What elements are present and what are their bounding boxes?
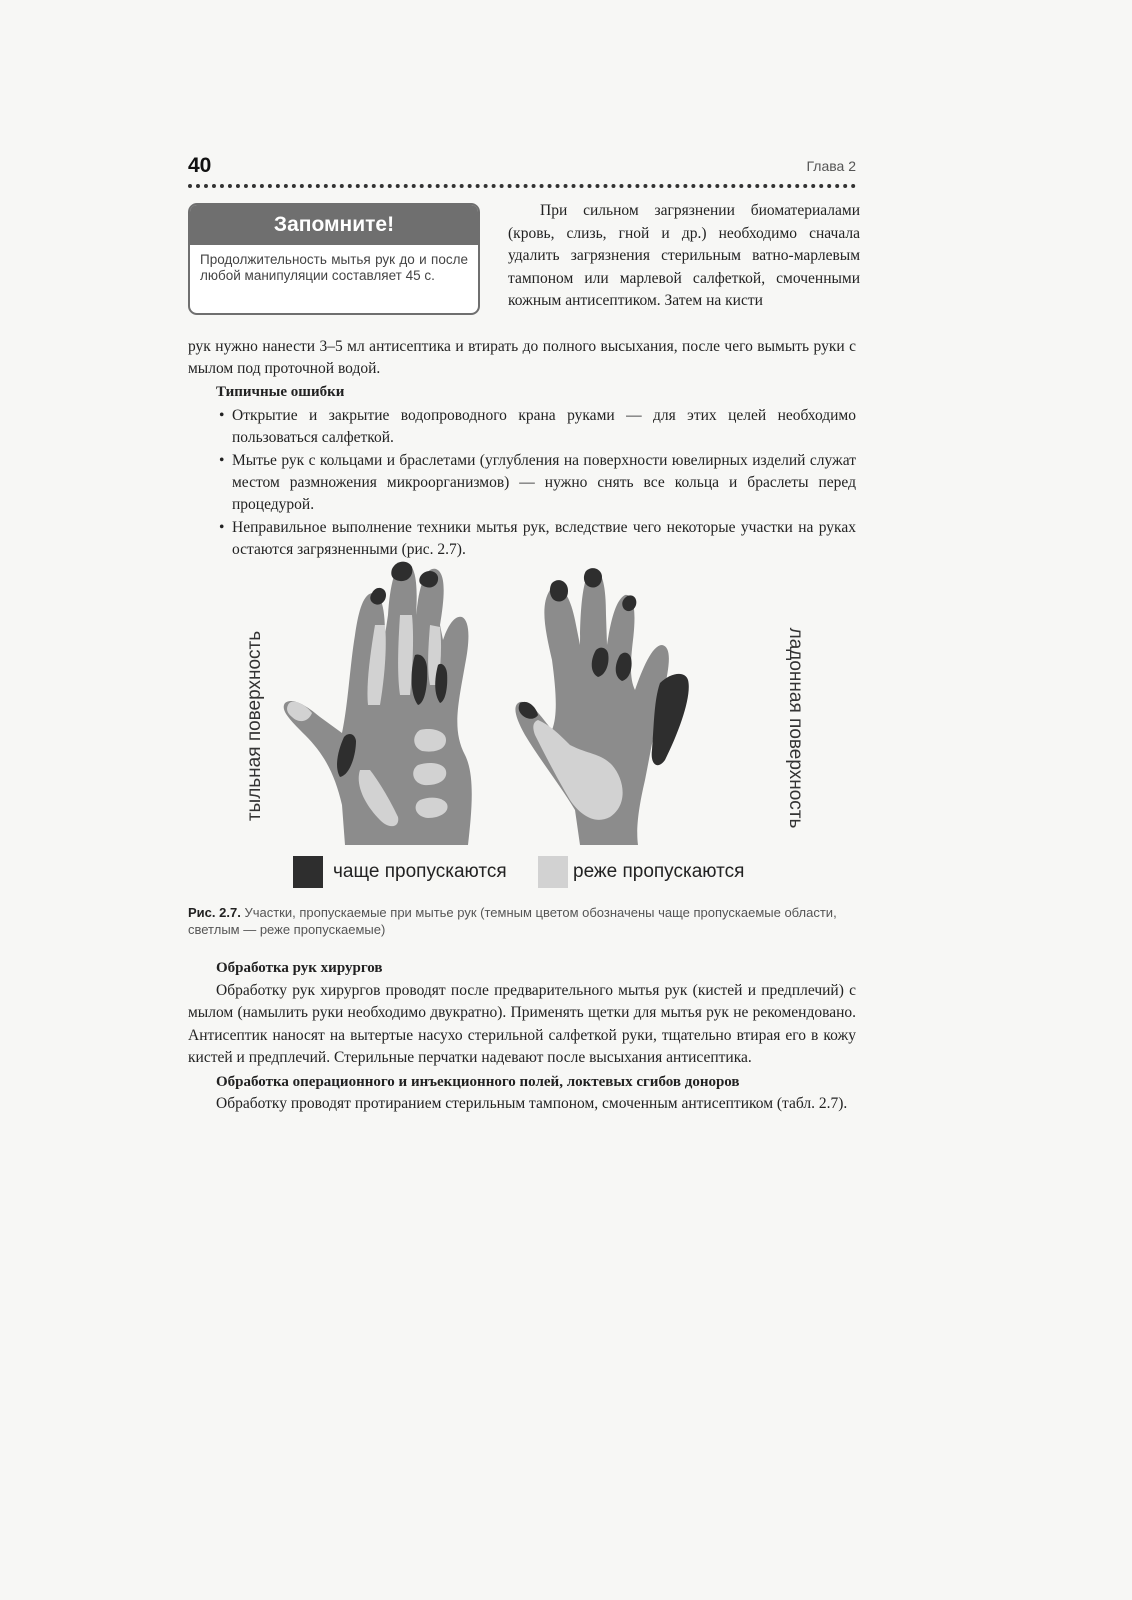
back-fingertip-dark xyxy=(370,588,386,605)
intro-continuation: рук нужно нанести 3–5 мл антисептика и втирать до полного высыхания, после чего вымыть руки с мылом под проточной водой. xyxy=(188,338,856,377)
legend-label-rarely: реже пропускаются xyxy=(573,861,745,882)
remember-title: Запомните! xyxy=(190,205,478,245)
palm-fingertip-dark xyxy=(550,580,568,601)
list-item: • Мытье рук с кольцами и браслетами (углубления на поверхности ювелирных изделий служат местом размножения микроорганизмов) — нужно снять все кольца и браслеты перед процедурой. xyxy=(232,450,856,516)
list-item: • Неправильное выполнение техники мытья рук, вследствие чего некоторые участки на руках остаются загрязненными (рис. 2.7). xyxy=(232,517,856,561)
legend-swatch-light xyxy=(538,856,568,888)
list-item: • Открытие и закрытие водопроводного крана руками — для этих целей необходимо пользоваться салфеткой. xyxy=(232,405,856,449)
label-back-surface: тыльная поверхность xyxy=(244,630,265,822)
palm-fingertip-dark xyxy=(584,568,602,587)
operating-field-heading: Обработка операционного и инъекционного полей, локтевых сгибов доноров xyxy=(216,1073,740,1090)
bottom-text-block xyxy=(188,956,856,1116)
legend-label-often: чаще пропускаются xyxy=(333,861,507,882)
figure-caption xyxy=(188,904,856,938)
remember-box xyxy=(188,203,480,315)
page-number: 40 xyxy=(188,154,212,177)
main-text-block xyxy=(188,336,856,562)
hands-illustration xyxy=(240,555,800,905)
caption-label: Рис. 2.7. xyxy=(188,905,241,920)
remember-text: Продолжительность мытья рук до и после любой манипуляции составляет 45 с. xyxy=(200,252,468,283)
surgeons-paragraph: Обработку рук хирургов проводят после предварительного мытья рук (кистей и предплечий) с мылом (намылить руки необходимо двукратно). Применять щетки для мытья рук не рекомендовано. Антисептик наносят на вытертые насухо стерильной салфеткой руки, тщательно втирая его в кожу кистей и предплечий. Стерильные перчатки надевают после высыхания антисептика. xyxy=(188,981,856,1066)
label-palm-surface: ладонная поверхность xyxy=(785,627,806,829)
page-header xyxy=(188,150,856,188)
typical-errors-list xyxy=(188,405,856,561)
legend-swatch-dark xyxy=(293,856,323,888)
surgeons-heading: Обработка рук хирургов xyxy=(216,960,383,976)
back-fingertip-dark xyxy=(419,571,438,588)
caption-text: Участки, пропускаемые при мытье рук (темным цветом обозначены чаще пропускаемые области, светлым — реже пропускаемые) xyxy=(188,905,837,937)
palm-hand xyxy=(515,568,688,845)
intro-paragraph: При сильном загрязнении биоматериалами (кровь, слизь, гной и др.) необходимо сначала удалить загрязнения стерильным ватно-марлевым тампоном или марлевой салфеткой, смоченными кожным антисептиком. Затем на кисти xyxy=(508,202,860,310)
back-hand xyxy=(284,562,472,845)
back-light-zone xyxy=(414,729,446,752)
back-light-zone xyxy=(398,615,413,695)
typical-errors-heading: Типичные ошибки xyxy=(216,384,345,400)
hands-figure xyxy=(240,555,806,905)
operating-field-paragraph: Обработку проводят протиранием стерильным тампоном, смоченным антисептиком (табл. 2.7). xyxy=(216,1095,848,1112)
chapter-title: Глава 2 xyxy=(806,158,856,174)
